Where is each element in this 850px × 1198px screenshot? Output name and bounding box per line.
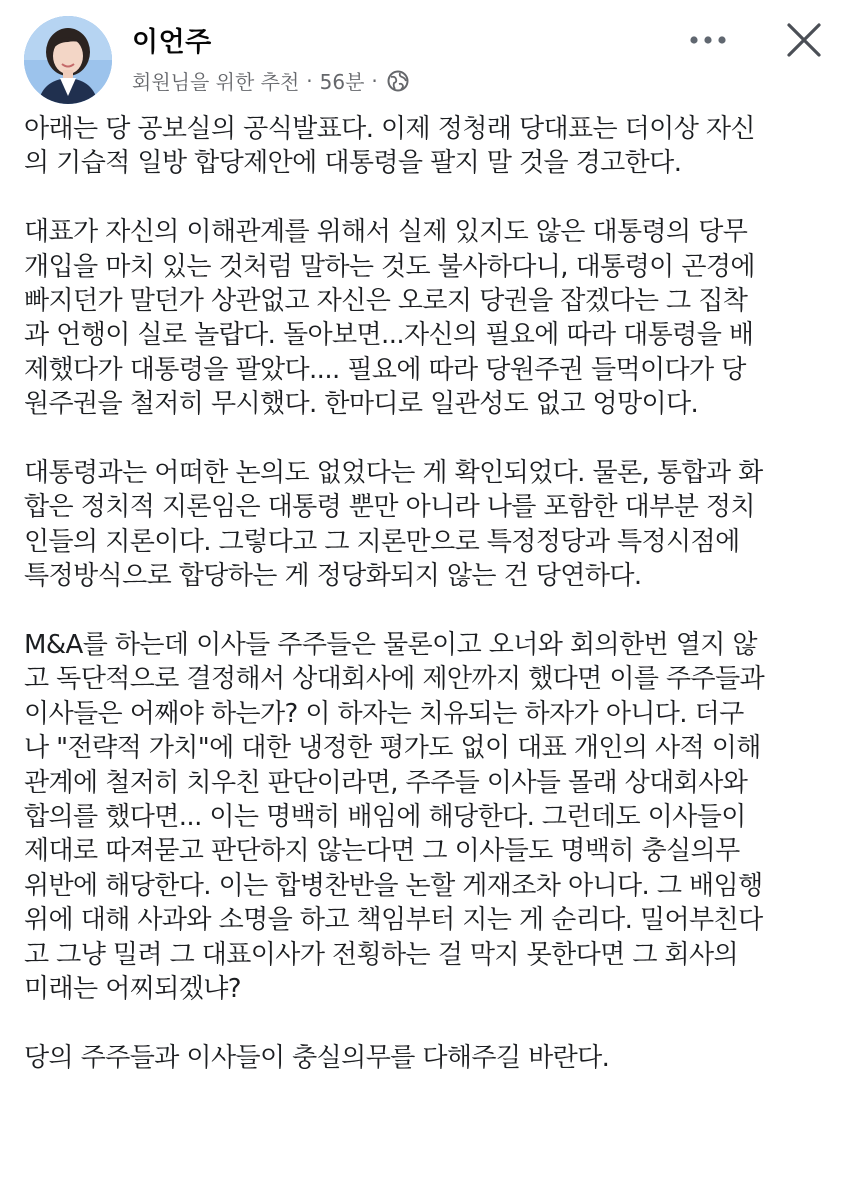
author-avatar[interactable] — [24, 16, 112, 104]
post-paragraph: 아래는 당 공보실의 공식발표다. 이제 정청래 당대표는 더이상 자신 의 기습적 일방 합당제안에 대통령을 팔지 말 것을 경고한다. — [24, 114, 755, 179]
post-paragraph: 당의 주주들과 이사들이 충실의무를 다해주길 바란다. — [24, 1042, 610, 1073]
globe-icon — [387, 70, 409, 92]
more-horizontal-icon[interactable] — [686, 22, 730, 58]
post-meta — [132, 66, 409, 95]
post-paragraph: M&A를 하는데 이사들 주주들은 물론이고 오너와 회의한번 열지 않 고 독단적으로 결정해서 상대회사에 제안까지 했다면 이를 주주들과 이사들은 어째야 하는가? 이 하자는 치유되는 하자가 아니다. 더구 나 "전략적 가치"에 대한 냉정한 평가도 없이 대표 개인의 사적 이해 관계에 철저히 치우친 판단이라면, 주주들 이사들 몰래 상대회사와 합의를 했다면... 이는 명백히 배임에 해당한다. 그런데도 이사들이 제대로 따져묻고 판단하지 않는다면 그 이사들도 명백히 충실의무 위반에 해당한다. 이는 합병찬반을 논할 게재조차 아니다. 그 배임행 위에 대해 사과와 소명을 하고 책임부터 지는 게 순리다. 밀어부친다 고 그냥 밀려 그 대표이사가 전횡하는 걸 막지 못한다면 그 회사의 미래는 어찌되겠냐? — [24, 630, 765, 1005]
post-paragraph: 대표가 자신의 이해관계를 위해서 실제 있지도 않은 대통령의 당무 개입을 마치 있는 것처럼 말하는 것도 불사하다니, 대통령이 곤경에 빠지던가 말던가 상관없고 자신은 오로지 당권을 잡겠다는 그 집착 과 언행이 실로 놀랍다. 돌아보면...자신의 필요에 따라 대통령을 배 제했다가 대통령을 팔았다.... 필요에 따라 당원주권 들먹이다가 당 원주권을 철저히 무시했다. 한마디로 일관성도 없고 엉망이다. — [24, 217, 755, 420]
post-body — [24, 112, 830, 1110]
meta-separator: · — [371, 68, 378, 93]
meta-separator: · — [306, 68, 313, 93]
author-name[interactable]: 이언주 — [132, 27, 212, 58]
post-header — [0, 0, 850, 110]
post-paragraph: 대통령과는 어떠한 논의도 없었다는 게 확인되었다. 물론, 통합과 화 합은 정치적 지론임은 대통령 뿐만 아니라 나를 포함한 대부분 정치 인들의 지론이다. 그렇다고 그 지론만으로 특정정당과 특정시점에 특정방식으로 합당하는 게 정당화되지 않는 건 당연하다. — [24, 458, 763, 592]
avatar-photo — [24, 16, 112, 104]
recommend-label: 회원님을 위한 추천 — [132, 70, 300, 94]
post-time[interactable]: 56분 — [319, 70, 365, 94]
close-icon[interactable] — [780, 16, 828, 64]
